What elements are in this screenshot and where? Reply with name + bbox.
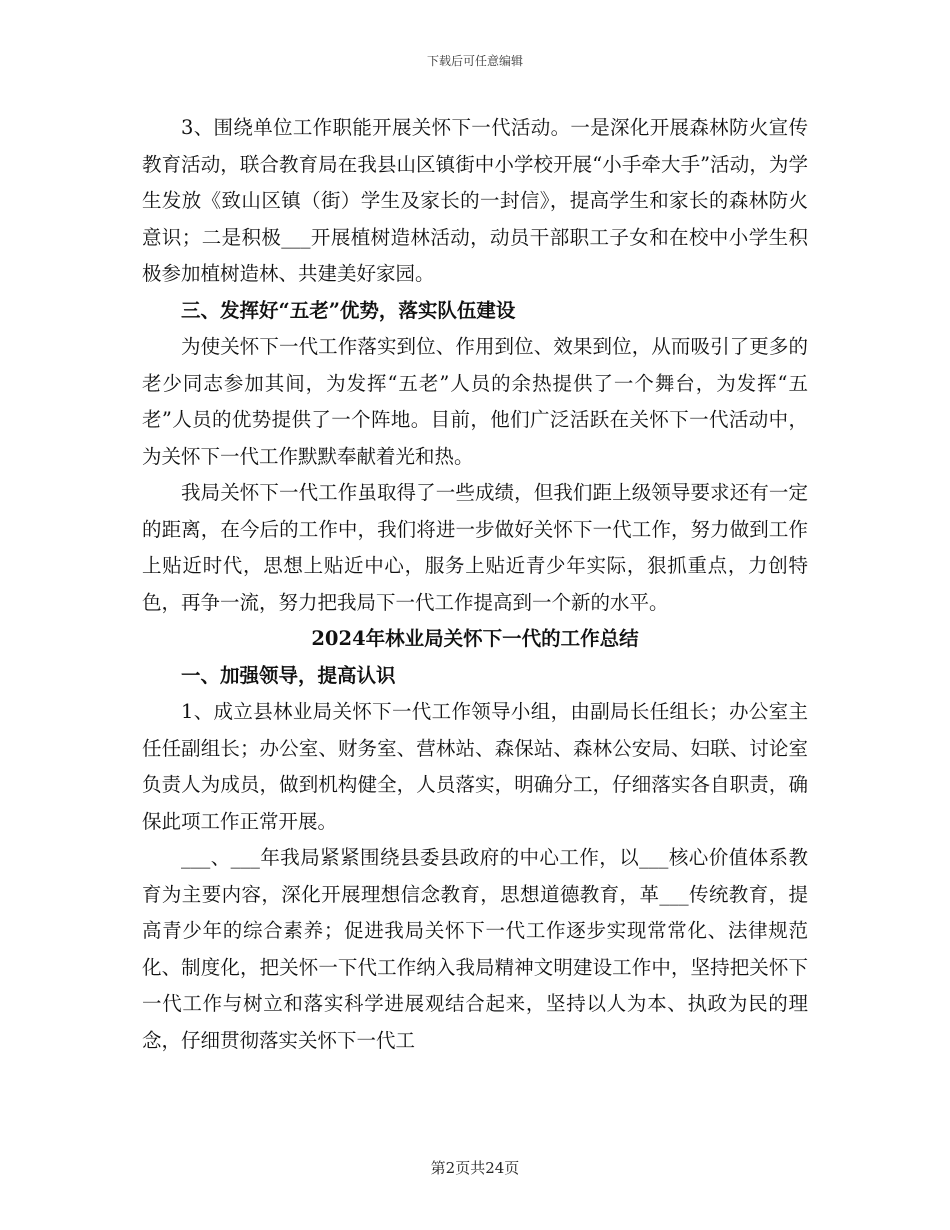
paragraph-leadership-group: 1、成立县林业局关怀下一代工作领导小组，由副局长任组长；办公室主任任副组长；办公室、财务室、营林站、森保站、森林公安局、妇联、讨论室负责人为成员，做到机构健全，人员落实，明确分工，仔细落实各自职责，确保此项工作正常开展。: [142, 700, 808, 833]
paragraph-conclusion: 我局关怀下一代工作虽取得了一些成绩，但我们距上级领导要求还有一定的距离，在今后的工作中，我们将进一步做好关怀下一代工作，努力做到工作上贴近时代，思想上贴近中心，服务上贴近青少年实际，狠抓重点，力创特色，再争一流，努力把我局下一代工作提高到一个新的水平。: [142, 481, 808, 614]
paragraph-five-elders: 为使关怀下一代工作落实到位、作用到位、效果到位，从而吸引了更多的老少同志参加其间，为发挥“五老”人员的余热提供了一个舞台，为发挥“五老”人员的优势提供了一个阵地。目前，他们广泛活跃在关怀下一代活动中，为关怀下一代工作默默奉献着光和热。: [142, 335, 808, 468]
section-heading-leadership: 一、加强领导，提高认识: [181, 663, 396, 687]
document-title: 2024年林业局关怀下一代的工作总结: [311, 627, 639, 650]
paragraph-activities: 3、围绕单位工作职能开展关怀下一代活动。一是深化开展森林防火宣传教育活动，联合教育局在我县山区镇街中小学校开展“小手牵大手”活动，为学生发放《致山区镇（街）学生及家长的一封信》，提高学生和家长的森林防火意识；二是积极___开展植树造林活动，动员干部职工子女和在校中小学生积极参加植树造林、共建美好家园。: [142, 116, 808, 285]
paragraph-annual-work: ___、___年我局紧紧围绕县委县政府的中心工作，以___核心价值体系教育为主要内容，深化开展理想信念教育，思想道德教育，革___传统教育，提高青少年的综合素养；促进我局关怀下一代工作逐步实现常常化、法律规范化、制度化，把关怀一下代工作纳入我局精神文明建设工作中，坚持把关怀下一代工作与树立和落实科学进展观结合起来，坚持以人为本、执政为民的理念，仔细贯彻落实关怀下一代工: [142, 846, 808, 1052]
page-header: 下载后可任意编辑: [426, 54, 523, 68]
document-body: [142, 110, 808, 1059]
page-footer: 第2页共24页: [430, 1159, 520, 1177]
section-heading-five-elders: 三、发挥好“五老”优势，落实队伍建设: [181, 298, 516, 322]
